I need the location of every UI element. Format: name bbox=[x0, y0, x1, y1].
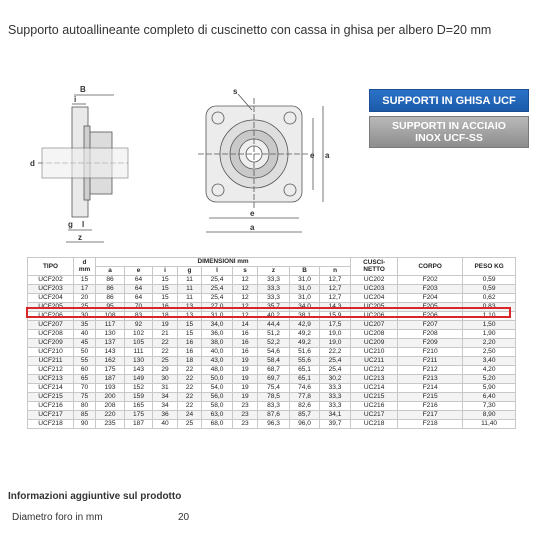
table-cell: 175 bbox=[125, 410, 153, 419]
table-cell: 39,7 bbox=[320, 419, 351, 428]
table-cell: 43,0 bbox=[202, 356, 233, 365]
table-cell: 33,3 bbox=[258, 284, 290, 293]
table-cell: 130 bbox=[125, 356, 153, 365]
table-cell: 208 bbox=[96, 401, 125, 410]
table-cell: 111 bbox=[125, 347, 153, 356]
table-cell: 12,7 bbox=[320, 275, 351, 284]
table-cell: 34 bbox=[153, 392, 178, 401]
table-cell: UCF216 bbox=[28, 401, 74, 410]
table-cell: 31,0 bbox=[290, 275, 320, 284]
table-cell: 55 bbox=[74, 356, 96, 365]
table-row bbox=[28, 347, 516, 356]
technical-drawing bbox=[28, 80, 328, 250]
table-cell: 34,0 bbox=[290, 302, 320, 311]
table-cell: 187 bbox=[96, 374, 125, 383]
table-cell: 63,0 bbox=[202, 410, 233, 419]
table-cell: 33,3 bbox=[258, 275, 290, 284]
col-e: e bbox=[125, 266, 153, 275]
table-cell: 50 bbox=[74, 347, 96, 356]
table-cell: 105 bbox=[125, 338, 153, 347]
table-cell: 12,7 bbox=[320, 293, 351, 302]
table-cell: 86 bbox=[96, 275, 125, 284]
table-cell: 75 bbox=[74, 392, 96, 401]
table-cell: 15 bbox=[153, 293, 178, 302]
dimensions-table bbox=[27, 257, 516, 429]
table-row bbox=[28, 374, 516, 383]
table-cell: UC203 bbox=[351, 284, 398, 293]
table-cell: F210 bbox=[398, 347, 463, 356]
table-cell: 15 bbox=[178, 329, 202, 338]
table-cell: 17 bbox=[74, 284, 96, 293]
table-cell: 11 bbox=[178, 284, 202, 293]
table-cell: 60 bbox=[74, 365, 96, 374]
table-cell: 85 bbox=[74, 410, 96, 419]
table-cell: 25 bbox=[153, 356, 178, 365]
info-section-title: Informazioni aggiuntive sul prodotto bbox=[8, 491, 182, 502]
table-cell: 3,40 bbox=[463, 356, 516, 365]
table-cell: UC210 bbox=[351, 347, 398, 356]
info-value: 20 bbox=[178, 512, 190, 523]
table-cell: 87,6 bbox=[258, 410, 290, 419]
table-cell: 49,2 bbox=[290, 338, 320, 347]
table-cell: UC214 bbox=[351, 383, 398, 392]
table-cell: 86 bbox=[96, 284, 125, 293]
table-cell: 21 bbox=[153, 329, 178, 338]
table-cell: 44,4 bbox=[258, 320, 290, 329]
table-cell: 187 bbox=[125, 419, 153, 428]
table-cell: UCF207 bbox=[28, 320, 74, 329]
table-cell: 23 bbox=[233, 401, 258, 410]
table-cell: 58,4 bbox=[258, 356, 290, 365]
col-s: s bbox=[233, 266, 258, 275]
table-cell: 12 bbox=[233, 293, 258, 302]
table-cell: 82,6 bbox=[290, 401, 320, 410]
table-cell: 152 bbox=[125, 383, 153, 392]
table-cell: F211 bbox=[398, 356, 463, 365]
table-cell: UC209 bbox=[351, 338, 398, 347]
table-cell: 19 bbox=[233, 374, 258, 383]
table-row bbox=[28, 275, 516, 284]
table-cell: 56,0 bbox=[202, 392, 233, 401]
table-cell: 22,2 bbox=[320, 347, 351, 356]
table-cell: 40 bbox=[153, 419, 178, 428]
table-cell: 12,7 bbox=[320, 284, 351, 293]
col-d: d mm bbox=[74, 258, 96, 276]
table-cell: 19 bbox=[233, 392, 258, 401]
table-cell: 16 bbox=[233, 338, 258, 347]
table-cell: 22 bbox=[178, 383, 202, 392]
table-cell: 86 bbox=[96, 293, 125, 302]
table-cell: UC208 bbox=[351, 329, 398, 338]
table-cell: 4,20 bbox=[463, 365, 516, 374]
table-cell: 33,3 bbox=[258, 293, 290, 302]
table-cell: 14,3 bbox=[320, 302, 351, 311]
table-row bbox=[28, 419, 516, 428]
table-cell: 102 bbox=[125, 329, 153, 338]
table-cell: 33,3 bbox=[320, 383, 351, 392]
table-cell: 34,0 bbox=[202, 320, 233, 329]
table-row bbox=[28, 365, 516, 374]
table-cell: UCF203 bbox=[28, 284, 74, 293]
table-cell: 15,9 bbox=[320, 311, 351, 320]
table-cell: 19 bbox=[233, 365, 258, 374]
table-cell: UCF212 bbox=[28, 365, 74, 374]
table-cell: 7,30 bbox=[463, 401, 516, 410]
table-cell: 31,0 bbox=[202, 311, 233, 320]
table-cell: 143 bbox=[125, 365, 153, 374]
table-cell: F208 bbox=[398, 329, 463, 338]
table-cell: F214 bbox=[398, 383, 463, 392]
table-cell: F209 bbox=[398, 338, 463, 347]
table-cell: 29 bbox=[153, 365, 178, 374]
col-i: i bbox=[153, 266, 178, 275]
table-cell: 38,1 bbox=[290, 311, 320, 320]
table-cell: 0,59 bbox=[463, 284, 516, 293]
table-cell: UCF210 bbox=[28, 347, 74, 356]
table-cell: 48,0 bbox=[202, 365, 233, 374]
table-cell: 8,90 bbox=[463, 410, 516, 419]
product-description: Supporto autoallineante completo di cuscinetto con cassa in ghisa per albero D=20 mm bbox=[8, 23, 492, 37]
table-cell: 16 bbox=[153, 302, 178, 311]
table-cell: 16 bbox=[178, 347, 202, 356]
table-cell: 54,6 bbox=[258, 347, 290, 356]
label-g: g bbox=[68, 220, 73, 229]
table-cell: 77,8 bbox=[290, 392, 320, 401]
table-cell: 30 bbox=[153, 374, 178, 383]
table-cell: 78,5 bbox=[258, 392, 290, 401]
table-cell: F215 bbox=[398, 392, 463, 401]
label-i: i bbox=[74, 95, 77, 104]
label-a-vertical: a bbox=[325, 151, 330, 160]
table-cell: UCF209 bbox=[28, 338, 74, 347]
table-cell: 175 bbox=[96, 365, 125, 374]
table-cell: 38,0 bbox=[202, 338, 233, 347]
table-cell: 12 bbox=[233, 284, 258, 293]
table-row bbox=[28, 293, 516, 302]
table-cell: 30,2 bbox=[320, 374, 351, 383]
table-cell: 12 bbox=[233, 302, 258, 311]
table-cell: 22 bbox=[178, 365, 202, 374]
table-cell: 31,0 bbox=[290, 293, 320, 302]
label-e-vertical: e bbox=[310, 151, 315, 160]
table-cell: UC216 bbox=[351, 401, 398, 410]
table-cell: 0,83 bbox=[463, 302, 516, 311]
table-cell: 5,90 bbox=[463, 383, 516, 392]
col-B: B bbox=[290, 266, 320, 275]
table-cell: 13 bbox=[178, 311, 202, 320]
table-cell: 25,4 bbox=[202, 293, 233, 302]
table-cell: 0,59 bbox=[463, 275, 516, 284]
table-cell: 27,0 bbox=[202, 302, 233, 311]
table-row bbox=[28, 383, 516, 392]
table-cell: 85,7 bbox=[290, 410, 320, 419]
label-d: d bbox=[30, 159, 35, 168]
table-row bbox=[28, 410, 516, 419]
table-cell: 193 bbox=[96, 383, 125, 392]
table-row bbox=[28, 356, 516, 365]
table-cell: UC213 bbox=[351, 374, 398, 383]
table-cell: 80 bbox=[74, 401, 96, 410]
table-cell: 16 bbox=[233, 347, 258, 356]
table-cell: 11 bbox=[178, 293, 202, 302]
table-cell: 137 bbox=[96, 338, 125, 347]
label-a-horizontal: a bbox=[250, 223, 255, 232]
table-cell: 18 bbox=[153, 311, 178, 320]
table-cell: 75,4 bbox=[258, 383, 290, 392]
table-cell: 40,2 bbox=[258, 311, 290, 320]
table-cell: 1,50 bbox=[463, 320, 516, 329]
col-n: n bbox=[320, 266, 351, 275]
table-cell: 36,0 bbox=[202, 329, 233, 338]
table-cell: UCF217 bbox=[28, 410, 74, 419]
table-cell: 143 bbox=[96, 347, 125, 356]
table-cell: 25,4 bbox=[202, 275, 233, 284]
table-cell: 19 bbox=[233, 356, 258, 365]
col-corpo: CORPO bbox=[398, 258, 463, 276]
table-cell: 12 bbox=[233, 311, 258, 320]
table-cell: 15 bbox=[178, 320, 202, 329]
table-cell: 31,0 bbox=[290, 284, 320, 293]
supporti-inox-label-line2: INOX UCF-SS bbox=[415, 132, 483, 144]
table-cell: F217 bbox=[398, 410, 463, 419]
table-cell: 22 bbox=[178, 401, 202, 410]
table-cell: 6,40 bbox=[463, 392, 516, 401]
label-s: s bbox=[233, 87, 238, 96]
supporti-inox-label-line1: SUPPORTI IN ACCIAIO bbox=[392, 120, 506, 132]
table-cell: 25,4 bbox=[320, 365, 351, 374]
table-cell: 58,0 bbox=[202, 401, 233, 410]
label-l: l bbox=[82, 220, 85, 229]
table-cell: 2,50 bbox=[463, 347, 516, 356]
col-dimensioni: DIMENSIONI mm bbox=[96, 258, 351, 267]
table-row bbox=[28, 329, 516, 338]
table-cell: 16 bbox=[233, 329, 258, 338]
table-cell: 36 bbox=[153, 410, 178, 419]
table-cell: 16 bbox=[178, 338, 202, 347]
table-cell: UC204 bbox=[351, 293, 398, 302]
table-cell: 165 bbox=[125, 401, 153, 410]
table-cell: 15 bbox=[74, 275, 96, 284]
table-cell: 34,1 bbox=[320, 410, 351, 419]
table-cell: UCF214 bbox=[28, 383, 74, 392]
table-cell: 64 bbox=[125, 293, 153, 302]
table-cell: 70 bbox=[125, 302, 153, 311]
table-cell: 23 bbox=[233, 419, 258, 428]
table-cell: F205 bbox=[398, 302, 463, 311]
table-cell: 90 bbox=[74, 419, 96, 428]
table-cell: 40 bbox=[74, 329, 96, 338]
table-cell: 23 bbox=[233, 410, 258, 419]
table-cell: 25,4 bbox=[320, 356, 351, 365]
table-cell: UC218 bbox=[351, 419, 398, 428]
table-cell: 162 bbox=[96, 356, 125, 365]
table-cell: 22 bbox=[178, 392, 202, 401]
table-cell: 19 bbox=[233, 383, 258, 392]
table-cell: 54,0 bbox=[202, 383, 233, 392]
table-row bbox=[28, 320, 516, 329]
col-g: g bbox=[178, 266, 202, 275]
table-cell: 13 bbox=[178, 302, 202, 311]
table-cell: 74,6 bbox=[290, 383, 320, 392]
table-cell: UCF211 bbox=[28, 356, 74, 365]
label-B: B bbox=[80, 85, 86, 94]
supporti-ghisa-label: SUPPORTI IN GHISA UCF bbox=[382, 94, 516, 107]
table-cell: 25 bbox=[178, 419, 202, 428]
table-cell: 49,2 bbox=[290, 329, 320, 338]
table-cell: UCF206 bbox=[28, 311, 74, 320]
table-cell: F202 bbox=[398, 275, 463, 284]
info-label: Diametro foro in mm bbox=[12, 512, 103, 523]
table-cell: 5,20 bbox=[463, 374, 516, 383]
table-cell: 19,0 bbox=[320, 338, 351, 347]
table-row bbox=[28, 284, 516, 293]
table-cell: 220 bbox=[96, 410, 125, 419]
table-cell: UC202 bbox=[351, 275, 398, 284]
col-l: l bbox=[202, 266, 233, 275]
table-cell: 1,90 bbox=[463, 329, 516, 338]
label-e-horizontal: e bbox=[250, 209, 255, 218]
table-row bbox=[28, 392, 516, 401]
table-cell: UC215 bbox=[351, 392, 398, 401]
table-cell: 51,2 bbox=[258, 329, 290, 338]
table-cell: 92 bbox=[125, 320, 153, 329]
table-cell: 130 bbox=[96, 329, 125, 338]
table-cell: F203 bbox=[398, 284, 463, 293]
table-cell: UCF205 bbox=[28, 302, 74, 311]
table-cell: F216 bbox=[398, 401, 463, 410]
table-cell: 22 bbox=[178, 374, 202, 383]
table-cell: 24 bbox=[178, 410, 202, 419]
table-cell: 11 bbox=[178, 275, 202, 284]
table-cell: UC217 bbox=[351, 410, 398, 419]
table-cell: 45 bbox=[74, 338, 96, 347]
table-cell: UCF215 bbox=[28, 392, 74, 401]
col-a: a bbox=[96, 266, 125, 275]
table-cell: 20 bbox=[74, 293, 96, 302]
table-cell: UC212 bbox=[351, 365, 398, 374]
table-cell: 1,10 bbox=[463, 311, 516, 320]
table-cell: 15 bbox=[153, 284, 178, 293]
table-cell: UC211 bbox=[351, 356, 398, 365]
table-cell: F207 bbox=[398, 320, 463, 329]
table-cell: 33,3 bbox=[320, 401, 351, 410]
table-cell: UCF213 bbox=[28, 374, 74, 383]
table-cell: 68,0 bbox=[202, 419, 233, 428]
table-cell: 25,4 bbox=[202, 284, 233, 293]
table-cell: F204 bbox=[398, 293, 463, 302]
table-cell: 64 bbox=[125, 275, 153, 284]
table-cell: 64 bbox=[125, 284, 153, 293]
table-cell: 33,3 bbox=[320, 392, 351, 401]
table-cell: 108 bbox=[96, 311, 125, 320]
table-cell: F212 bbox=[398, 365, 463, 374]
table-cell: 96,0 bbox=[290, 419, 320, 428]
table-cell: 19 bbox=[153, 320, 178, 329]
table-cell: 15 bbox=[153, 275, 178, 284]
supporti-ghisa-button[interactable] bbox=[369, 89, 529, 112]
table-cell: 65,1 bbox=[290, 374, 320, 383]
table-cell: UCF208 bbox=[28, 329, 74, 338]
info-row-diameter bbox=[12, 512, 190, 523]
table-cell: 117 bbox=[96, 320, 125, 329]
table-row bbox=[28, 302, 516, 311]
col-peso: PESO KG bbox=[463, 258, 516, 276]
table-cell: 83 bbox=[125, 311, 153, 320]
table-cell: 17,5 bbox=[320, 320, 351, 329]
table-cell: 51,6 bbox=[290, 347, 320, 356]
table-cell: 235 bbox=[96, 419, 125, 428]
table-cell: 96,3 bbox=[258, 419, 290, 428]
table-cell: 30 bbox=[74, 311, 96, 320]
table-cell: 22 bbox=[153, 338, 178, 347]
supporti-inox-button[interactable] bbox=[369, 116, 529, 148]
table-cell: UC205 bbox=[351, 302, 398, 311]
table-cell: 19,0 bbox=[320, 329, 351, 338]
table-cell: 25 bbox=[74, 302, 96, 311]
table-cell: 35,7 bbox=[258, 302, 290, 311]
table-row bbox=[28, 311, 516, 320]
table-cell: 95 bbox=[96, 302, 125, 311]
table-cell: 70 bbox=[74, 383, 96, 392]
table-cell: UCF218 bbox=[28, 419, 74, 428]
table-cell: 11,40 bbox=[463, 419, 516, 428]
table-cell: 0,62 bbox=[463, 293, 516, 302]
col-cuscinetto: CUSCI- NETTO bbox=[351, 258, 398, 276]
table-cell: 50,0 bbox=[202, 374, 233, 383]
table-cell: 159 bbox=[125, 392, 153, 401]
table-cell: 34 bbox=[153, 401, 178, 410]
table-row bbox=[28, 401, 516, 410]
table-cell: 83,3 bbox=[258, 401, 290, 410]
table-cell: 69,7 bbox=[258, 374, 290, 383]
table-cell: F206 bbox=[398, 311, 463, 320]
table-cell: F218 bbox=[398, 419, 463, 428]
table-cell: 200 bbox=[96, 392, 125, 401]
table-cell: 65 bbox=[74, 374, 96, 383]
table-cell: 149 bbox=[125, 374, 153, 383]
table-cell: UCF204 bbox=[28, 293, 74, 302]
table-cell: UCF202 bbox=[28, 275, 74, 284]
label-z: z bbox=[78, 233, 82, 242]
table-cell: 35 bbox=[74, 320, 96, 329]
table-cell: 12 bbox=[233, 275, 258, 284]
table-cell: 2,20 bbox=[463, 338, 516, 347]
table-cell: 52,2 bbox=[258, 338, 290, 347]
table-cell: 68,7 bbox=[258, 365, 290, 374]
table-cell: 22 bbox=[153, 347, 178, 356]
table-cell: 40,0 bbox=[202, 347, 233, 356]
table-row bbox=[28, 338, 516, 347]
table-cell: F213 bbox=[398, 374, 463, 383]
table-cell: 18 bbox=[178, 356, 202, 365]
table-cell: 55,6 bbox=[290, 356, 320, 365]
table-cell: 65,1 bbox=[290, 365, 320, 374]
table-cell: UC207 bbox=[351, 320, 398, 329]
table-cell: 14 bbox=[233, 320, 258, 329]
col-tipo: TIPO bbox=[28, 258, 74, 276]
table-cell: UC206 bbox=[351, 311, 398, 320]
table-cell: 42,9 bbox=[290, 320, 320, 329]
table-cell: 31 bbox=[153, 383, 178, 392]
col-z: z bbox=[258, 266, 290, 275]
